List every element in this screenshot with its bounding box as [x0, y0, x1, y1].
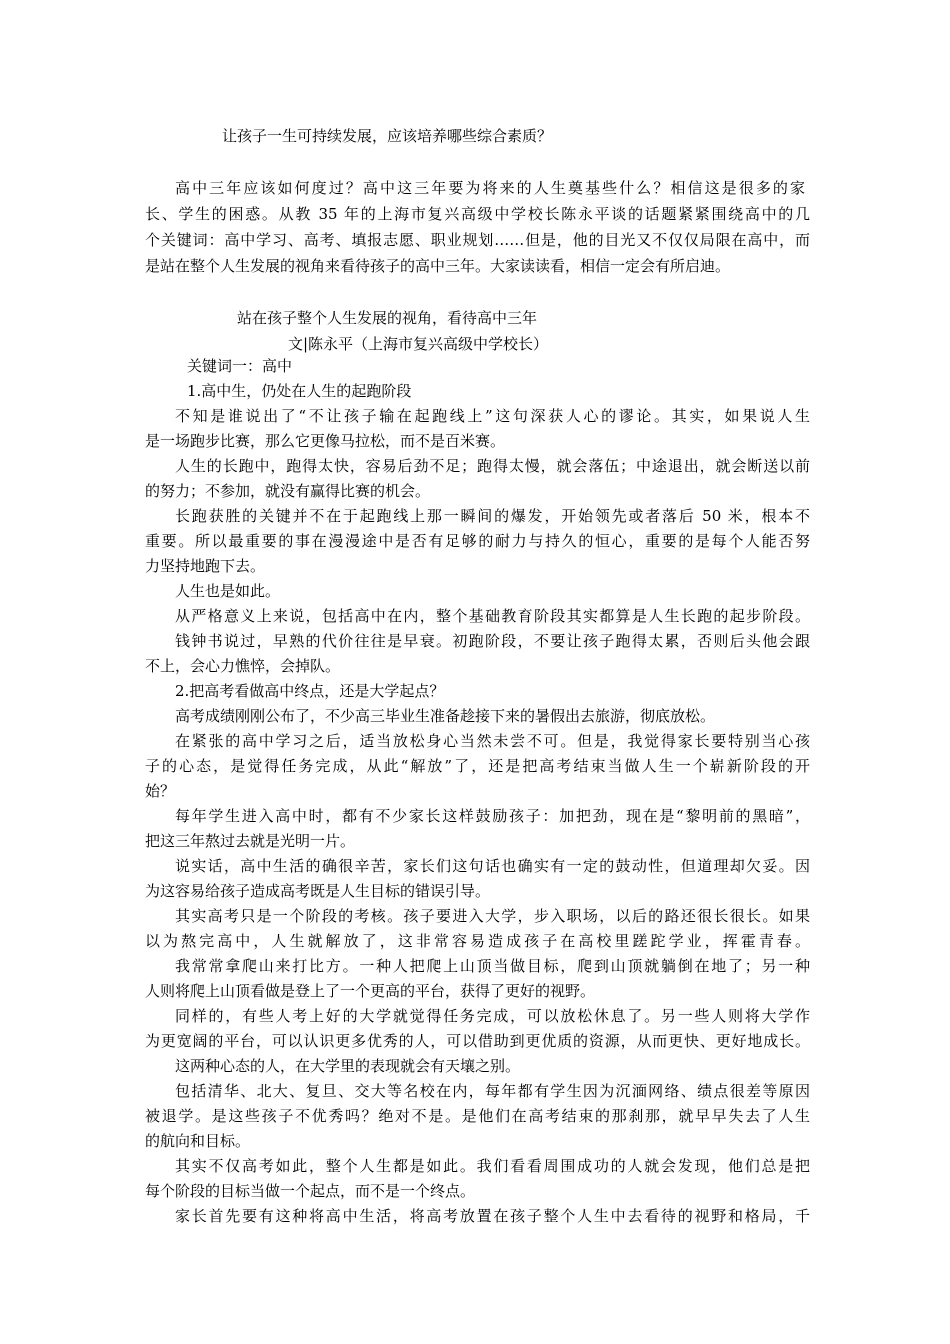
article-title: 站在孩子整个人生发展的视角，看待高中三年	[237, 309, 538, 327]
keyword-heading: 关键词一：高中	[187, 357, 293, 375]
paragraph-line: 把这三年熬过去就是光明一片。	[145, 832, 356, 850]
paragraph-line: 不知是谁说出了“不让孩子输在起跑线上”这句深获人心的谬论。其实，如果说人生	[175, 407, 810, 425]
paragraph-line: 被退学。是这些孩子不优秀吗？绝对不是。是他们在高考结束的那刹那，就早早失去了人生	[145, 1107, 810, 1125]
paragraph-line: 说实话，高中生活的确很辛苦，家长们这句话也确实有一定的鼓动性，但道理却欠妥。因	[175, 857, 810, 875]
paragraph-line: 以为熬完高中，人生就解放了，这非常容易造成孩子在高校里蹉跎学业，挥霍青春。	[145, 932, 810, 950]
document-title: 让孩子一生可持续发展，应该培养哪些综合素质？	[222, 127, 553, 145]
intro-line: 个关键词：高中学习、高考、填报志愿、职业规划……但是，他的目光又不仅仅局限在高中，而	[145, 231, 810, 249]
paragraph-line: 我常常拿爬山来打比方。一种人把爬上山顶当做目标，爬到山顶就躺倒在地了；另一种	[175, 957, 810, 975]
paragraph-line: 力坚持地跑下去。	[145, 557, 266, 575]
paragraph-line: 高考成绩刚刚公布了，不少高三毕业生准备趁接下来的暑假出去旅游，彻底放松。	[175, 707, 716, 725]
paragraph-line: 人生的长跑中，跑得太快，容易后劲不足；跑得太慢，就会落伍；中途退出，就会断送以前	[175, 457, 810, 475]
intro-line: 是站在整个人生发展的视角来看待孩子的高中三年。大家读读看，相信一定会有所启迪。	[145, 257, 731, 275]
paragraph-line: 不上，会心力憔悴，会掉队。	[145, 657, 341, 675]
paragraph-line: 这两种心态的人，在大学里的表现就会有天壤之别。	[175, 1057, 521, 1075]
paragraph-line: 为这容易给孩子造成高考既是人生目标的错误引导。	[145, 882, 491, 900]
paragraph-line: 从严格意义上来说，包括高中在内，整个基础教育阶段其实都算是人生长跑的起步阶段。	[175, 607, 810, 625]
paragraph-line: 子的心态，是觉得任务完成，从此“解放”了，还是把高考结束当做人生一个崭新阶段的开	[145, 757, 810, 775]
paragraph-line: 家长首先要有这种将高中生活，将高考放置在孩子整个人生中去看待的视野和格局，千	[175, 1207, 810, 1225]
paragraph-line: 钱钟书说过，早熟的代价往往是早衰。初跑阶段，不要让孩子跑得太累，否则后头他会跟	[175, 632, 810, 650]
section-heading: 2.把高考看做高中终点，还是大学起点？	[175, 682, 445, 700]
paragraph-line: 的努力；不参加，就没有赢得比赛的机会。	[145, 482, 431, 500]
paragraph-line: 在紧张的高中学习之后，适当放松身心当然未尝不可。但是，我觉得家长要特别当心孩	[175, 732, 810, 750]
intro-line: 高中三年应该如何度过？高中这三年要为将来的人生奠基些什么？相信这是很多的家	[175, 179, 805, 197]
paragraph-line: 为更宽阔的平台，可以认识更多优秀的人，可以借助到更优质的资源，从而更快、更好地成长。	[145, 1032, 810, 1050]
paragraph-line: 每个阶段的目标当做一个起点，而不是一个终点。	[145, 1182, 476, 1200]
paragraph-line: 人生也是如此。	[175, 582, 281, 600]
paragraph-line: 同样的，有些人考上好的大学就觉得任务完成，可以放松休息了。另一些人则将大学作	[175, 1007, 810, 1025]
article-byline: 文|陈永平（上海市复兴高级中学校长）	[288, 335, 549, 353]
paragraph-line: 每年学生进入高中时，都有不少家长这样鼓励孩子：加把劲，现在是“黎明前的黑暗”，	[175, 807, 810, 825]
paragraph-line: 其实不仅高考如此，整个人生都是如此。我们看看周围成功的人就会发现，他们总是把	[175, 1157, 810, 1175]
paragraph-line: 长跑获胜的关键并不在于起跑线上那一瞬间的爆发，开始领先或者落后 50 米，根本不	[175, 507, 810, 525]
paragraph-line: 包括清华、北大、复旦、交大等名校在内，每年都有学生因为沉湎网络、绩点很差等原因	[175, 1082, 810, 1100]
paragraph-line: 人则将爬上山顶看做是登上了一个更高的平台，获得了更好的视野。	[145, 982, 596, 1000]
intro-line: 长、学生的困惑。从教 35 年的上海市复兴高级中学校长陈永平谈的话题紧紧围绕高中的几	[145, 205, 810, 223]
paragraph-line: 其实高考只是一个阶段的考核。孩子要进入大学，步入职场，以后的路还很长很长。如果	[175, 907, 810, 925]
paragraph-line: 的航向和目标。	[145, 1132, 251, 1150]
paragraph-line: 是一场跑步比赛，那么它更像马拉松，而不是百米赛。	[145, 432, 506, 450]
paragraph-line: 始？	[145, 782, 176, 800]
section-heading: 1.高中生，仍处在人生的起跑阶段	[187, 382, 412, 400]
paragraph-line: 重要。所以最重要的事在漫漫途中是否有足够的耐力与持久的恒心，重要的是每个人能否努	[145, 532, 810, 550]
